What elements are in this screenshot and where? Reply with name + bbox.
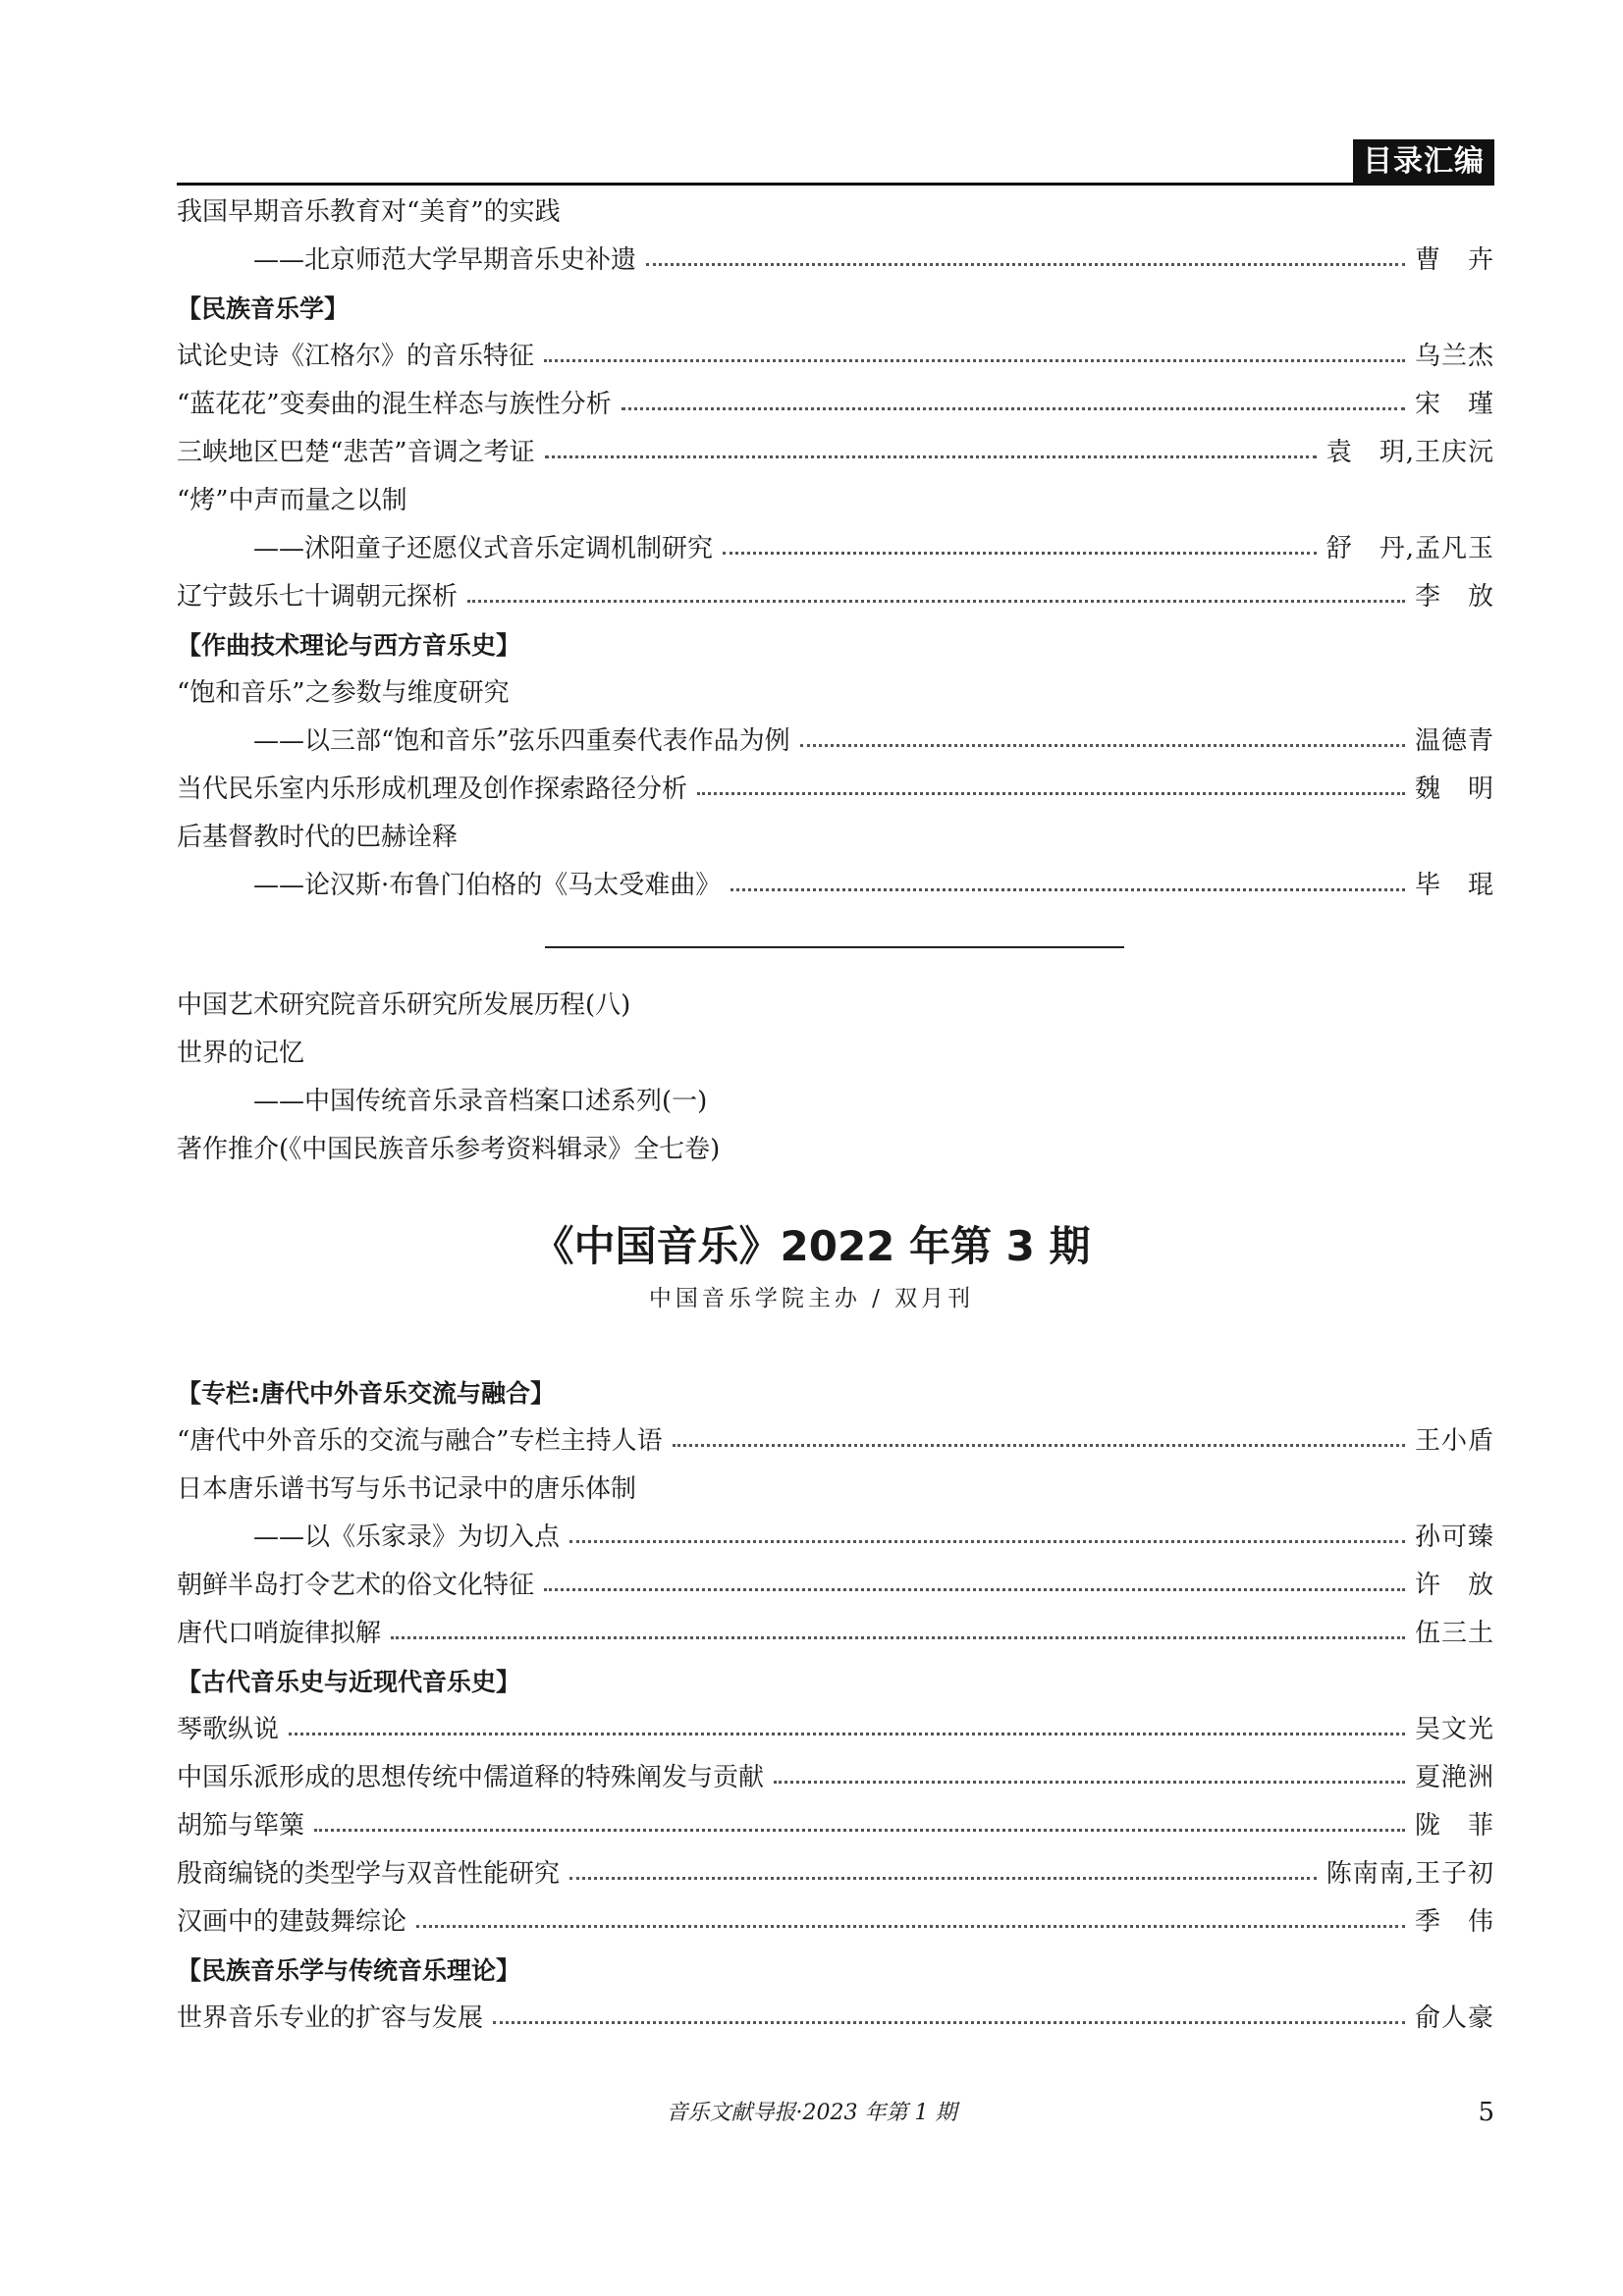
- dot-leader: [646, 262, 1405, 266]
- toc-entry[interactable]: [177, 1802, 1494, 1850]
- entry-title: 当代民乐室内乐形成机理及创作探索路径分析: [177, 774, 688, 804]
- toc-part1: [177, 188, 1494, 910]
- toc-entry[interactable]: [177, 333, 1494, 381]
- header-rule: [177, 183, 1494, 186]
- toc-entry[interactable]: [177, 1030, 1494, 1078]
- dot-leader: [800, 743, 1405, 747]
- entry-author: 曹 卉: [1414, 245, 1494, 275]
- dot-leader: [467, 599, 1405, 603]
- entry-author: 宋 瑾: [1414, 390, 1494, 419]
- dot-leader: [673, 1443, 1405, 1447]
- section-heading: 【古代音乐史与近现代音乐史】: [177, 1668, 521, 1696]
- toc-entry[interactable]: [177, 188, 1494, 237]
- toc-entry[interactable]: [177, 1995, 1494, 2043]
- section-tag: 目录汇编: [1353, 139, 1494, 185]
- toc-entry[interactable]: [177, 1078, 1494, 1126]
- entry-author: 袁 玥,王庆沅: [1325, 438, 1494, 467]
- entry-title: 三峡地区巴楚“悲苦”音调之考证: [177, 438, 535, 467]
- issue-title: 《中国音乐》2022 年第 3 期: [532, 1222, 1091, 1270]
- entry-title: 辽宁鼓乐七十调朝元探析: [177, 582, 459, 612]
- dot-leader: [697, 791, 1405, 795]
- entry-title: “唐代中外音乐的交流与融合”专栏主持人语: [177, 1426, 663, 1456]
- toc-entry[interactable]: [177, 573, 1494, 621]
- toc-entry[interactable]: [177, 1706, 1494, 1754]
- dot-leader: [493, 2020, 1405, 2024]
- entry-author: 魏 明: [1414, 774, 1494, 804]
- entry-author: 陈南南,王子初: [1325, 1859, 1494, 1889]
- entry-author: 许 放: [1414, 1571, 1494, 1600]
- entry-title: 著作推介(《中国民族音乐参考资料辑录》全七卷): [177, 1135, 721, 1164]
- entry-author: 毕 琨: [1414, 871, 1494, 900]
- entry-title: ——中国传统音乐录音档案口述系列(一): [253, 1087, 708, 1116]
- dot-leader: [314, 1828, 1405, 1832]
- section-heading: 【作曲技术理论与西方音乐史】: [177, 631, 521, 660]
- page-number: 5: [1478, 2098, 1494, 2127]
- section-divider: [545, 946, 1124, 948]
- toc-entry[interactable]: [177, 381, 1494, 429]
- entry-author: 俞人豪: [1414, 2003, 1494, 2033]
- entry-title: 试论史诗《江格尔》的音乐特征: [177, 342, 535, 371]
- toc-entry[interactable]: [177, 1562, 1494, 1610]
- entry-title: 汉画中的建鼓舞综论: [177, 1907, 407, 1937]
- toc-entry[interactable]: [177, 862, 1494, 910]
- toc-part2: [177, 982, 1494, 1174]
- dot-leader: [774, 1780, 1405, 1784]
- dot-leader: [622, 406, 1405, 410]
- entry-title: 后基督教时代的巴赫诠释: [177, 823, 459, 852]
- entry-author: 乌兰杰: [1414, 342, 1494, 371]
- section-heading: 【民族音乐学与传统音乐理论】: [177, 1956, 521, 1985]
- toc-entry[interactable]: [177, 429, 1494, 477]
- toc-entry[interactable]: [177, 477, 1494, 525]
- entry-title: “烤”中声而量之以制: [177, 486, 407, 515]
- entry-title: “蓝花花”变奏曲的混生样态与族性分析: [177, 390, 612, 419]
- entry-author: 伍三土: [1414, 1619, 1494, 1648]
- toc-entry[interactable]: [177, 1754, 1494, 1802]
- toc-entry[interactable]: [177, 237, 1494, 285]
- dot-leader: [289, 1732, 1405, 1735]
- entry-title: 琴歌纵说: [177, 1715, 280, 1744]
- entry-author: 王小盾: [1414, 1426, 1494, 1456]
- entry-author: 李 放: [1414, 582, 1494, 612]
- entry-author: 吴文光: [1414, 1715, 1494, 1744]
- toc-part3: [177, 1369, 1494, 2043]
- entry-title: 世界音乐专业的扩容与发展: [177, 2003, 484, 2033]
- entry-title: “饱和音乐”之参数与维度研究: [177, 678, 510, 708]
- toc-entry[interactable]: [177, 1417, 1494, 1466]
- entry-title: ——以三部“饱和音乐”弦乐四重奏代表作品为例: [253, 726, 790, 756]
- dot-leader: [730, 887, 1405, 891]
- section-heading: 【民族音乐学】: [177, 294, 350, 323]
- entry-title: 胡笳与筚篥: [177, 1811, 305, 1841]
- toc-entry[interactable]: [177, 766, 1494, 814]
- section-heading: 【专栏:唐代中外音乐交流与融合】: [177, 1379, 555, 1408]
- entry-author: 夏滟洲: [1414, 1763, 1494, 1792]
- entry-author: 孙可臻: [1414, 1522, 1494, 1552]
- toc-entry[interactable]: [177, 1610, 1494, 1658]
- entry-title: ——沭阳童子还愿仪式音乐定调机制研究: [253, 534, 714, 563]
- entry-title: 世界的记忆: [177, 1039, 305, 1068]
- entry-author: 陇 菲: [1414, 1811, 1494, 1841]
- toc-entry[interactable]: [177, 1514, 1494, 1562]
- entry-title: ——论汉斯·布鲁门伯格的《马太受难曲》: [253, 871, 722, 900]
- entry-title: 日本唐乐谱书写与乐书记录中的唐乐体制: [177, 1474, 637, 1504]
- entry-title: ——北京师范大学早期音乐史补遗: [253, 245, 637, 275]
- entry-author: 温德青: [1414, 726, 1494, 756]
- toc-entry[interactable]: [177, 1466, 1494, 1514]
- toc-entry[interactable]: [177, 1850, 1494, 1898]
- dot-leader: [569, 1539, 1405, 1543]
- dot-leader: [723, 551, 1317, 555]
- entry-title: 我国早期音乐教育对“美育”的实践: [177, 197, 561, 227]
- dot-leader: [569, 1876, 1317, 1880]
- entry-title: 中国乐派形成的思想传统中儒道释的特殊阐发与贡献: [177, 1763, 765, 1792]
- toc-entry[interactable]: [177, 1898, 1494, 1947]
- toc-entry[interactable]: [177, 669, 1494, 718]
- toc-entry[interactable]: [177, 982, 1494, 1030]
- dot-leader: [545, 454, 1317, 458]
- entry-title: 殷商编铙的类型学与双音性能研究: [177, 1859, 561, 1889]
- toc-entry[interactable]: [177, 525, 1494, 573]
- issue-subtitle: 中国音乐学院主办 / 双月刊: [648, 1286, 975, 1311]
- dot-leader: [544, 358, 1405, 362]
- entry-author: 季 伟: [1414, 1907, 1494, 1937]
- entry-title: ——以《乐家录》为切入点: [253, 1522, 561, 1552]
- dot-leader: [416, 1924, 1405, 1928]
- toc-entry[interactable]: [177, 718, 1494, 766]
- entry-author: 舒 丹,孟凡玉: [1325, 534, 1494, 563]
- entry-title: 唐代口哨旋律拟解: [177, 1619, 382, 1648]
- entry-title: 朝鲜半岛打令艺术的俗文化特征: [177, 1571, 535, 1600]
- toc-entry[interactable]: [177, 1126, 1494, 1174]
- entry-title: 中国艺术研究院音乐研究所发展历程(八): [177, 990, 631, 1020]
- dot-leader: [544, 1587, 1405, 1591]
- dot-leader: [391, 1635, 1405, 1639]
- toc-entry[interactable]: [177, 814, 1494, 862]
- footer-journal: 音乐文献导报·2023 年第 1 期: [666, 2101, 957, 2125]
